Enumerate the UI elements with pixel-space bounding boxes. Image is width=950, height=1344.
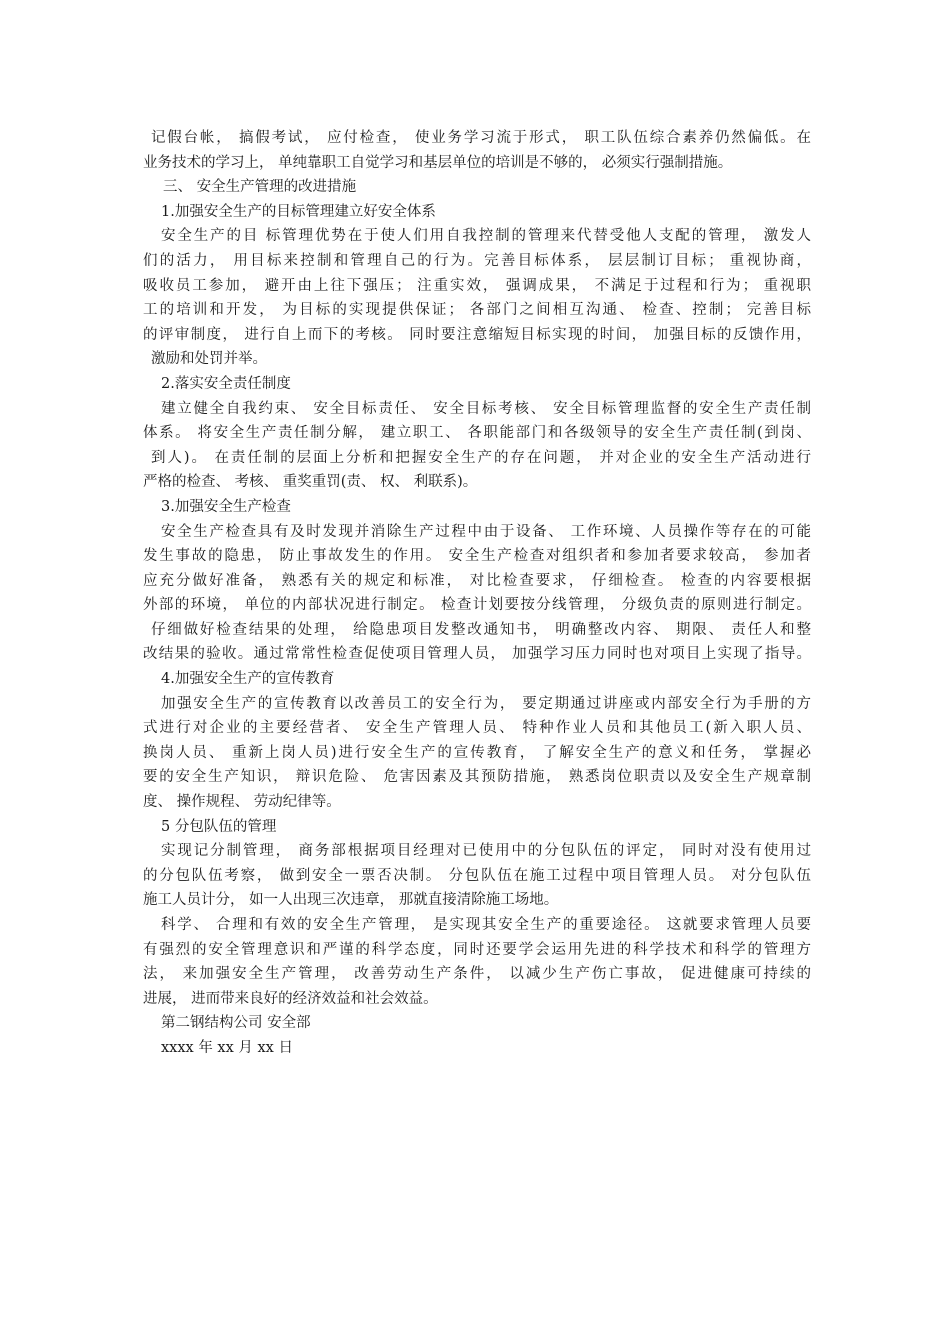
text-line: 进展， 进而带来良好的经济效益和社会效益。 [143, 990, 438, 1007]
text-line: 应充分做好准备， 熟悉有关的规定和标准， 对比检查要求， 仔细检查。 检查的内容要根据 [143, 572, 811, 589]
text-line: 换岗人员、 重新上岗人员)进行安全生产的宣传教育， 了解安全生产的意义和任务， 掌握必 [143, 744, 811, 761]
text-line: 仔细做好检查结果的处理， 给隐患项目发整改通知书， 明确整改内容、 期限、 责任人和整 [151, 621, 811, 638]
text-line: 建立健全自我约束、 安全目标责任、 安全目标考核、 安全目标管理监督的安全生产责任制 [161, 400, 811, 417]
text-line: 第二钢结构公司 安全部 [161, 1015, 311, 1032]
text-line: 记假台帐， 搞假考试， 应付检查， 使业务学习流于形式， 职工队伍综合素养仍然偏低。在 [151, 130, 811, 146]
document-body [143, 126, 811, 1061]
text-line: 度、 操作规程、 劳动纪律等。 [143, 794, 341, 811]
text-line: 施工人员计分， 如一人出现三次违章， 那就直接清除施工场地。 [143, 892, 559, 909]
text-line: 严格的检查、 考核、 重奖重罚(责、 权、 利联系)。 [143, 474, 478, 491]
text-line: 科学、 合理和有效的安全生产管理， 是实现其安全生产的重要途径。 这就要求管理人员要 [161, 917, 811, 933]
text-line: 业务技术的学习上， 单纯靠职工自觉学习和基层单位的培训是不够的， 必须实行强制措施。 [143, 154, 733, 171]
text-line: 发生事故的隐患， 防止事故发生的作用。 安全生产检查对组织者和参加者要求较高， 参加者 [143, 548, 811, 565]
text-line: 吸收员工参加， 避开由上往下强压； 注重实效， 强调成果， 不满足于过程和行为； 重视职 [143, 277, 811, 294]
text-line: 有强烈的安全管理意识和严谨的科学态度，同时还要学会运用先进的科学技术和科学的管理方 [143, 941, 811, 958]
text-line: 3.加强安全生产检查 [161, 498, 291, 515]
text-line: 2.落实安全责任制度 [161, 375, 291, 392]
text-line: 激励和处罚并举。 [151, 351, 267, 368]
text-line: 安全生产检查具有及时发现并消除生产过程中由于设备、 工作环境、人员操作等存在的可能 [161, 523, 811, 540]
text-line: 法， 来加强安全生产管理， 改善劳动生产条件， 以减少生产伤亡事故， 促进健康可持续的 [143, 966, 811, 983]
text-line: 的评审制度， 进行自上而下的考核。 同时要注意缩短目标实现的时间， 加强目标的反馈作用， [143, 326, 811, 343]
text-line: 们的活力， 用目标来控制和管理自己的行为。完善目标体系， 层层制订目标； 重视协商， [143, 252, 811, 269]
text-line: 加强安全生产的宣传教育以改善员工的安全行为， 要定期通过讲座或内部安全行为手册的方 [161, 695, 811, 712]
text-line: 安全生产的目 标管理优势在于使人们用自我控制的管理来代替受他人支配的管理， 激发人 [161, 228, 811, 245]
text-line: 式进行对企业的主要经营者、 安全生产管理人员、 特种作业人员和其他员工(新入职人员、 [143, 720, 811, 737]
text-line: 实现记分制管理， 商务部根据项目经理对已使用中的分包队伍的评定， 同时对没有使用过 [161, 843, 811, 860]
text-line: 5 分包队伍的管理 [161, 818, 277, 835]
text-line: 工的培训和开发， 为目标的实现提供保证； 各部门之间相互沟通、 检查、控制； 完善目标 [143, 302, 811, 319]
text-line: 要的安全生产知识， 辩识危险、 危害因素及其预防措施， 熟悉岗位职责以及安全生产规章制 [143, 769, 811, 786]
text-line: 1.加强安全生产的目标管理建立好安全体系 [161, 203, 436, 220]
text-line: 体系。 将安全生产责任制分解， 建立职工、 各职能部门和各级领导的安全生产责任制(到岗、 [143, 425, 811, 442]
text-line: 4.加强安全生产的宣传教育 [161, 671, 335, 688]
text-line: 的分包队伍考察， 做到安全一票否决制。 分包队伍在施工过程中项目管理人员。 对分包队伍 [143, 867, 811, 884]
text-line: 外部的环境， 单位的内部状况进行制定。 检查计划要按分线管理， 分级负责的原则进行制定。 [143, 597, 811, 614]
text-line: 改结果的验收。通过常常性检查促使项目管理人员， 加强学习压力同时也对项目上实现了指导。 [143, 646, 811, 663]
text-line: 三、 安全生产管理的改进措施 [163, 179, 357, 196]
text-line: xxxx 年 xx 月 xx 日 [161, 1039, 293, 1056]
text-line: 到人)。 在责任制的层面上分析和把握安全生产的存在问题， 并对企业的安全生产活动进行 [151, 449, 811, 466]
